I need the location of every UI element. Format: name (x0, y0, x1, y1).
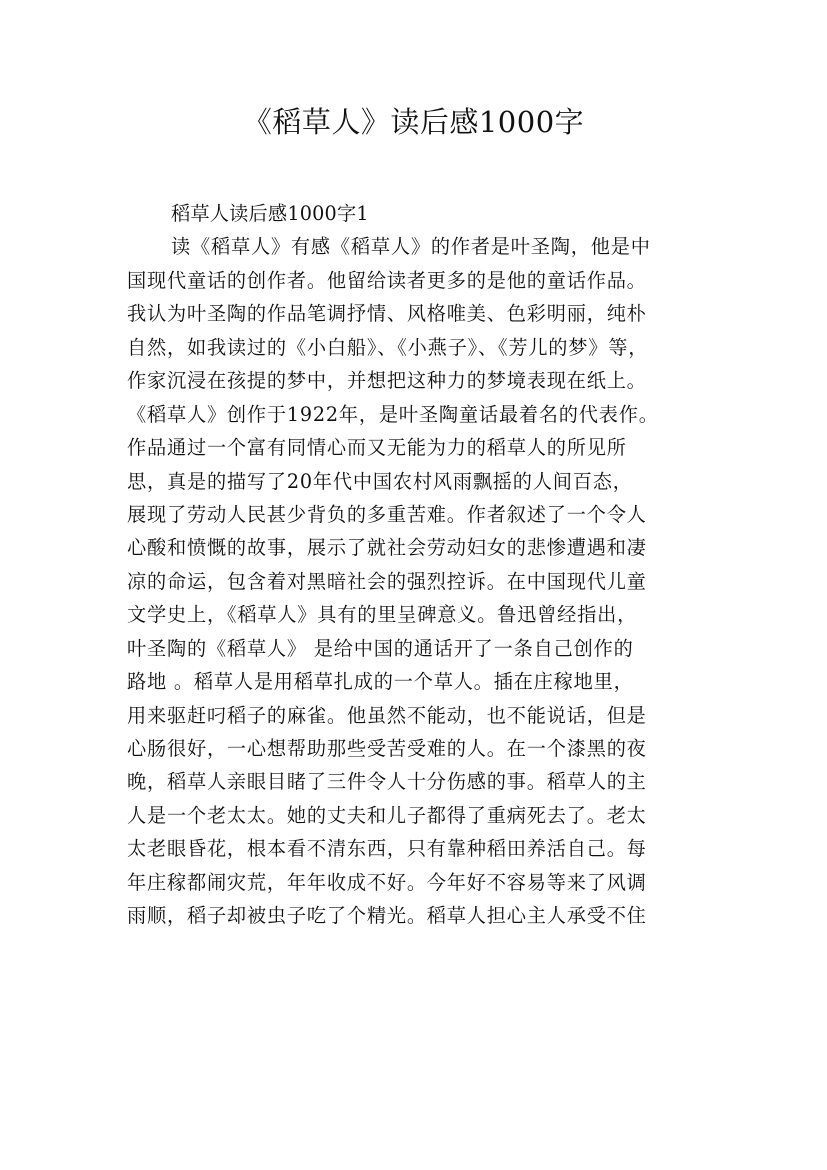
paragraph-line: 晚，稻草人亲眼目睹了三件令人十分伤感的事。稻草人的主 (127, 770, 647, 794)
paragraph-line: 国现代童话的创作者。他留给读者更多的是他的童话作品。 (127, 268, 647, 292)
paragraph-line: 路地 。稻草人是用稻草扎成的一个草人。插在庄稼地里， (127, 670, 634, 694)
paragraph-line: 我认为叶圣陶的作品笔调抒情、风格唯美、色彩明丽，纯朴 (127, 302, 647, 326)
paragraph-line: 展现了劳动人民甚少背负的多重苦难。作者叙述了一个令人 (127, 502, 647, 526)
paragraph-line: 心肠很好，一心想帮助那些受苦受难的人。在一个漆黑的夜 (127, 737, 647, 760)
document-body (127, 197, 717, 933)
paragraph-line: 人是一个老太太。她的丈夫和儿子都得了重病死去了。老太 (127, 803, 647, 827)
paragraph-line: 雨顺，稻子却被虫子吃了个精光。稻草人担心主人承受不住 (127, 904, 647, 928)
paragraph-line: 文学史上，《稻草人》具有的里呈碑意义。鲁迅曾经指出， (127, 603, 638, 627)
paragraph-line: 凉的命运，包含着对黑暗社会的强烈控诉。在中国现代儿童 (127, 569, 647, 593)
paragraph-line: 用来驱赶叼稻子的麻雀。他虽然不能动，也不能说话，但是 (127, 703, 647, 727)
paragraph-line: 太老眼昏花，根本看不清东西，只有靠种稻田养活自己。每 (127, 837, 647, 861)
paragraph-line: 作家沉浸在孩提的梦中，并想把这种力的梦境表现在纸上。 (127, 369, 647, 393)
document-title: 《稻草人》读后感1000字 (242, 105, 585, 139)
paragraph-line: 自然，如我读过的《小白船》、《小燕子》、《芳儿的梦》等， (127, 335, 649, 359)
paragraph-line: 年庄稼都闹灾荒，年年收成不好。今年好不容易等来了风调 (127, 870, 647, 894)
section-heading: 稻草人读后感1000字1 (171, 202, 369, 225)
paragraph-line: 叶圣陶的《稻草人》 是给中国的通话开了一条自己创作的 (127, 636, 634, 660)
paragraph-line: 思，真是的描写了20年代中国农村风雨飘摇的人间百态， (127, 469, 633, 493)
paragraph-line: 心酸和愤慨的故事，展示了就社会劳动妇女的悲惨遭遇和凄 (127, 536, 647, 560)
paragraph-line: 《稻草人》创作于1922年，是叶圣陶童话最着名的代表作。 (127, 402, 659, 426)
paragraph-line: 读《稻草人》有感《稻草人》的作者是叶圣陶，他是中 (171, 235, 651, 259)
paragraph-line: 作品通过一个富有同情心而又无能为力的稻草人的所见所 (127, 436, 627, 460)
